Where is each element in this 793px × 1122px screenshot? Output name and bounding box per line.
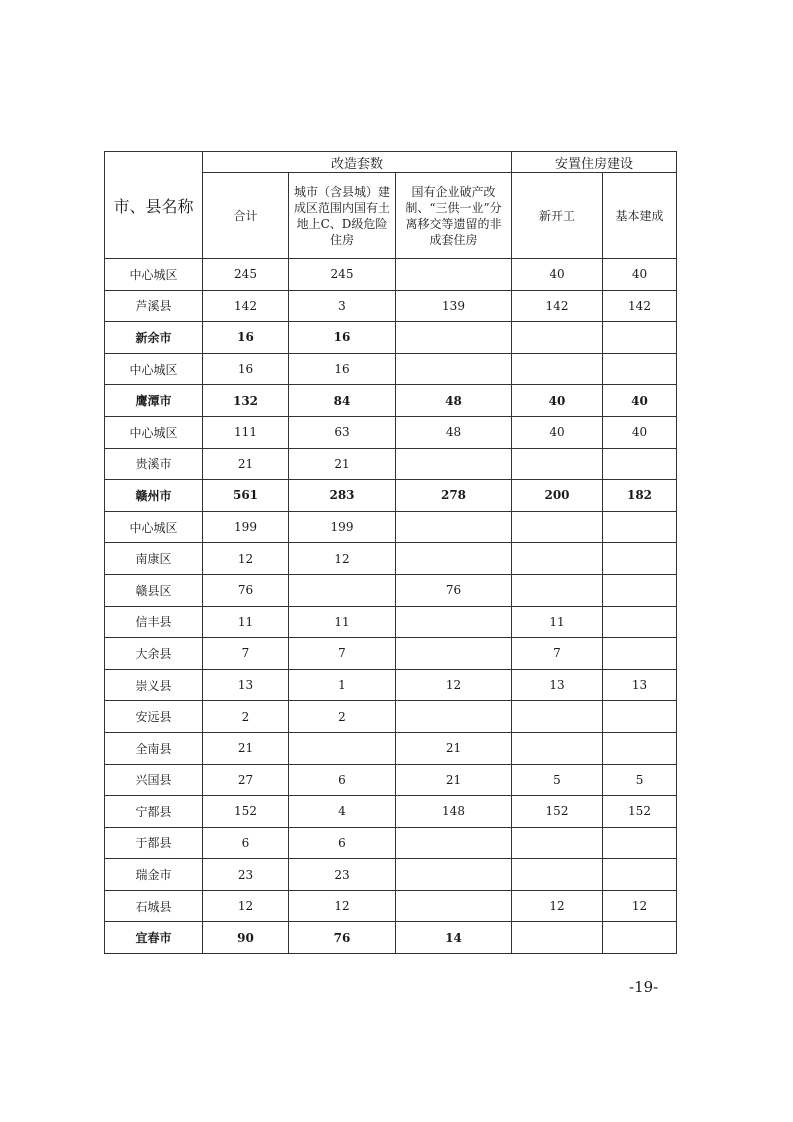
cell-new-start <box>512 922 603 954</box>
col-header-soe-text: 国有企业破产改制、“三供一业”分离移交等遗留的非成套住房 <box>405 184 502 247</box>
cell-total: 12 <box>203 890 289 922</box>
cell-total: 7 <box>203 638 289 670</box>
table-row <box>105 416 677 448</box>
cell-basic-done <box>603 732 677 764</box>
cell-total: 199 <box>203 511 289 543</box>
cell-soe <box>396 353 512 385</box>
cell-basic-done: 40 <box>603 259 677 291</box>
col-header-basic-done: 基本建成 <box>603 173 677 259</box>
cell-basic-done <box>603 448 677 480</box>
row-name-cell: 芦溪县 <box>105 290 203 322</box>
cell-urban-cd: 6 <box>289 827 396 859</box>
cell-new-start: 5 <box>512 764 603 796</box>
row-name-cell: 中心城区 <box>105 353 203 385</box>
col-header-total: 合计 <box>203 173 289 259</box>
table-row <box>105 511 677 543</box>
cell-soe <box>396 638 512 670</box>
cell-urban-cd: 16 <box>289 353 396 385</box>
cell-basic-done: 12 <box>603 890 677 922</box>
table-row <box>105 701 677 733</box>
table-row <box>105 480 677 512</box>
cell-urban-cd: 3 <box>289 290 396 322</box>
table-row <box>105 890 677 922</box>
row-name-cell: 赣县区 <box>105 574 203 606</box>
cell-soe: 48 <box>396 416 512 448</box>
cell-new-start <box>512 511 603 543</box>
cell-soe: 148 <box>396 796 512 828</box>
cell-basic-done <box>603 606 677 638</box>
table-row <box>105 922 677 954</box>
table-row <box>105 606 677 638</box>
cell-urban-cd: 12 <box>289 890 396 922</box>
cell-total: 23 <box>203 859 289 891</box>
row-name-cell: 赣州市 <box>105 480 203 512</box>
table-row <box>105 574 677 606</box>
cell-new-start <box>512 574 603 606</box>
row-name-cell: 瑞金市 <box>105 859 203 891</box>
cell-basic-done <box>603 827 677 859</box>
col-header-new-start: 新开工 <box>512 173 603 259</box>
cell-urban-cd: 76 <box>289 922 396 954</box>
renovation-table <box>104 151 677 954</box>
cell-new-start <box>512 448 603 480</box>
cell-urban-cd <box>289 732 396 764</box>
row-name-cell: 于都县 <box>105 827 203 859</box>
row-name-cell: 鹰潭市 <box>105 385 203 417</box>
cell-new-start: 40 <box>512 416 603 448</box>
row-name-cell: 宜春市 <box>105 922 203 954</box>
table-row <box>105 543 677 575</box>
cell-soe <box>396 543 512 575</box>
cell-basic-done: 13 <box>603 669 677 701</box>
data-table-container <box>104 151 677 954</box>
group-header-resettlement: 安置住房建设 <box>512 152 677 173</box>
cell-basic-done <box>603 574 677 606</box>
cell-urban-cd: 283 <box>289 480 396 512</box>
cell-basic-done: 40 <box>603 416 677 448</box>
cell-basic-done: 5 <box>603 764 677 796</box>
row-name-cell: 南康区 <box>105 543 203 575</box>
cell-total: 142 <box>203 290 289 322</box>
cell-total: 561 <box>203 480 289 512</box>
cell-soe <box>396 701 512 733</box>
cell-soe <box>396 259 512 291</box>
cell-urban-cd: 63 <box>289 416 396 448</box>
cell-urban-cd: 23 <box>289 859 396 891</box>
cell-urban-cd: 11 <box>289 606 396 638</box>
cell-urban-cd: 4 <box>289 796 396 828</box>
cell-soe <box>396 322 512 354</box>
cell-new-start <box>512 543 603 575</box>
table-row <box>105 796 677 828</box>
cell-new-start: 200 <box>512 480 603 512</box>
cell-new-start <box>512 322 603 354</box>
row-name-cell: 中心城区 <box>105 416 203 448</box>
cell-urban-cd <box>289 574 396 606</box>
cell-urban-cd: 245 <box>289 259 396 291</box>
cell-urban-cd: 84 <box>289 385 396 417</box>
cell-total: 27 <box>203 764 289 796</box>
cell-total: 245 <box>203 259 289 291</box>
row-name-cell: 新余市 <box>105 322 203 354</box>
cell-new-start <box>512 353 603 385</box>
table-row <box>105 732 677 764</box>
table-row <box>105 859 677 891</box>
cell-new-start <box>512 732 603 764</box>
cell-total: 16 <box>203 353 289 385</box>
cell-urban-cd: 16 <box>289 322 396 354</box>
cell-total: 13 <box>203 669 289 701</box>
col-header-urban-cd <box>289 173 396 259</box>
table-row <box>105 290 677 322</box>
cell-new-start: 12 <box>512 890 603 922</box>
cell-new-start: 13 <box>512 669 603 701</box>
cell-soe <box>396 448 512 480</box>
cell-basic-done: 152 <box>603 796 677 828</box>
table-row <box>105 259 677 291</box>
cell-soe <box>396 890 512 922</box>
cell-total: 12 <box>203 543 289 575</box>
group-header-renovation: 改造套数 <box>203 152 512 173</box>
table-row <box>105 322 677 354</box>
cell-soe: 76 <box>396 574 512 606</box>
cell-total: 152 <box>203 796 289 828</box>
cell-new-start: 40 <box>512 385 603 417</box>
corner-header: 市、县名称 <box>105 152 203 259</box>
cell-soe: 21 <box>396 732 512 764</box>
table-row <box>105 669 677 701</box>
table-body <box>105 259 677 954</box>
cell-new-start: 40 <box>512 259 603 291</box>
cell-soe: 48 <box>396 385 512 417</box>
cell-basic-done <box>603 859 677 891</box>
cell-total: 2 <box>203 701 289 733</box>
cell-total: 6 <box>203 827 289 859</box>
cell-basic-done: 142 <box>603 290 677 322</box>
cell-urban-cd: 2 <box>289 701 396 733</box>
cell-soe: 12 <box>396 669 512 701</box>
cell-urban-cd: 12 <box>289 543 396 575</box>
cell-basic-done: 182 <box>603 480 677 512</box>
table-row <box>105 353 677 385</box>
cell-soe: 139 <box>396 290 512 322</box>
cell-new-start: 11 <box>512 606 603 638</box>
cell-basic-done <box>603 511 677 543</box>
cell-total: 90 <box>203 922 289 954</box>
row-name-cell: 信丰县 <box>105 606 203 638</box>
cell-basic-done <box>603 701 677 733</box>
cell-basic-done <box>603 543 677 575</box>
cell-basic-done <box>603 638 677 670</box>
table-row <box>105 638 677 670</box>
row-name-cell: 兴国县 <box>105 764 203 796</box>
cell-soe <box>396 511 512 543</box>
col-header-soe <box>396 173 512 259</box>
row-name-cell: 贵溪市 <box>105 448 203 480</box>
cell-total: 21 <box>203 732 289 764</box>
cell-urban-cd: 6 <box>289 764 396 796</box>
row-name-cell: 大余县 <box>105 638 203 670</box>
table-row <box>105 764 677 796</box>
page-number: -19- <box>629 978 659 996</box>
cell-total: 76 <box>203 574 289 606</box>
cell-soe <box>396 859 512 891</box>
cell-new-start <box>512 859 603 891</box>
cell-new-start: 7 <box>512 638 603 670</box>
row-name-cell: 中心城区 <box>105 511 203 543</box>
row-name-cell: 安远县 <box>105 701 203 733</box>
table-row <box>105 448 677 480</box>
row-name-cell: 石城县 <box>105 890 203 922</box>
cell-new-start: 152 <box>512 796 603 828</box>
cell-soe: 278 <box>396 480 512 512</box>
cell-urban-cd: 1 <box>289 669 396 701</box>
row-name-cell: 全南县 <box>105 732 203 764</box>
cell-soe <box>396 827 512 859</box>
cell-basic-done <box>603 922 677 954</box>
cell-urban-cd: 21 <box>289 448 396 480</box>
cell-new-start: 142 <box>512 290 603 322</box>
cell-total: 11 <box>203 606 289 638</box>
cell-basic-done: 40 <box>603 385 677 417</box>
table-row <box>105 385 677 417</box>
row-name-cell: 中心城区 <box>105 259 203 291</box>
cell-basic-done <box>603 353 677 385</box>
cell-total: 21 <box>203 448 289 480</box>
row-name-cell: 宁都县 <box>105 796 203 828</box>
cell-soe: 14 <box>396 922 512 954</box>
cell-soe: 21 <box>396 764 512 796</box>
cell-total: 132 <box>203 385 289 417</box>
cell-new-start <box>512 827 603 859</box>
cell-total: 16 <box>203 322 289 354</box>
cell-total: 111 <box>203 416 289 448</box>
cell-urban-cd: 7 <box>289 638 396 670</box>
cell-soe <box>396 606 512 638</box>
row-name-cell: 崇义县 <box>105 669 203 701</box>
cell-basic-done <box>603 322 677 354</box>
cell-new-start <box>512 701 603 733</box>
col-header-urban-cd-text: 城市（含县城）建成区范围内国有土地上C、D级危险住房 <box>293 184 390 247</box>
cell-urban-cd: 199 <box>289 511 396 543</box>
table-row <box>105 827 677 859</box>
